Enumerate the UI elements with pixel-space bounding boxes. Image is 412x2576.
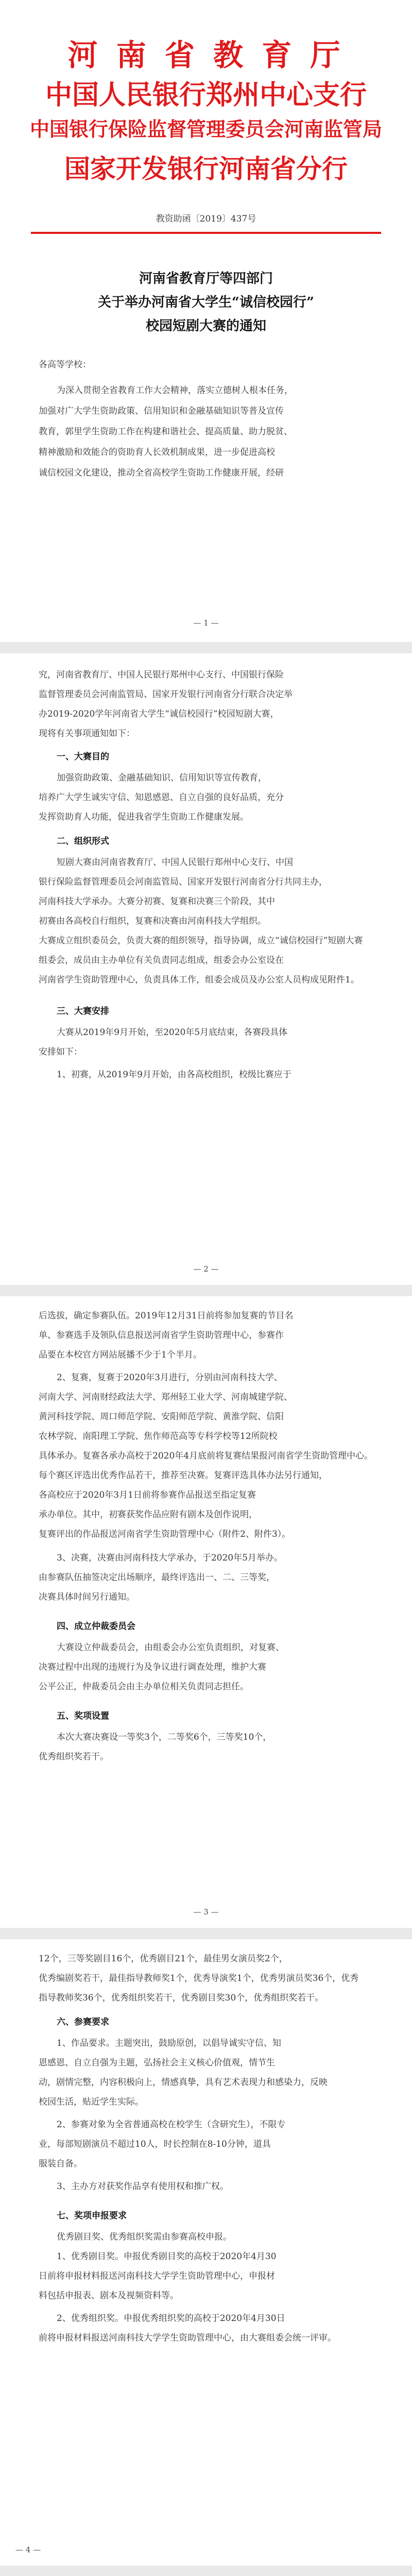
page-number: — 3 — — [193, 1907, 219, 1917]
body-line: 大赛成立组织委员会，负责大赛的组织领导，指导协调，成立“诚信校园行”短剧大赛 — [39, 936, 363, 946]
body-line: 银行保险监督管理委员会河南监管局、国家开发银行河南省分行共同主办， — [39, 877, 328, 887]
body-line: 发挥资助育人功能，促进我省学生资助工作健康发展。 — [39, 812, 249, 822]
para-line: 诚信校园文化建设，推动全省高校学生资助工作健康开展，经研 — [39, 468, 284, 478]
para-line: 教育，郭里学生资助工作在构建和谐社会、提高质量、助力脱贫、 — [39, 427, 293, 437]
body-line: 1、作品要求。主题突出，鼓励原创，以倡导诚实守信、知 — [57, 2038, 281, 2048]
page-2 — [0, 653, 412, 1285]
notice-title-line-2: 关于举办河南省大学生“诚信校园行” — [98, 295, 314, 310]
body-line: 指导教师奖36个，优秀组织奖若干，优秀剧目奖30个，优秀组织奖若干。 — [39, 1993, 324, 2003]
section-heading: 四、成立仲裁委员会 — [57, 1621, 135, 1632]
body-line: 业，每部短剧演员不超过10人，时长控制在8-10分钟，道具 — [39, 2139, 271, 2149]
header-red-rule — [31, 232, 381, 234]
body-line: 监督管理委员会河南监管局、国家开发银行河南省分行联合决定举 — [39, 689, 293, 700]
body-line: 现将有关事项通知如下： — [39, 728, 135, 739]
body-line: 办2019-2020学年河南省大学生“诚信校园行”校园短剧大赛， — [39, 709, 279, 719]
body-line: 农林学院、南阳理工学院、焦作师范高等专科学校等12所院校 — [39, 1431, 278, 1442]
page-1 — [0, 0, 412, 642]
body-line: 培养广大学生诚实守信、知恩感恩、自立自强的良好品质，充分 — [39, 792, 284, 803]
notice-title-line-3: 校园短剧大赛的通知 — [145, 318, 266, 334]
issuer-name-3: 中国银行保险监督管理委员会河南监管局 — [29, 117, 382, 141]
section-heading: 五、奖项设置 — [57, 1711, 109, 1721]
body-line: 各高校应于2020年3月1日前将参赛作品报送至指定复赛 — [39, 1490, 256, 1500]
para-line: 为深入贯彻全省教育工作大会精神，落实立德树人根本任务， — [57, 385, 293, 396]
body-line: 本次大赛决赛设一等奖3个，二等奖6个，三等奖10个， — [57, 1732, 272, 1742]
section-heading: 二、组织形式 — [57, 836, 109, 846]
body-line: 河南科技大学承办。大赛分初赛、复赛和决赛三个阶段，其中 — [39, 896, 275, 907]
body-line: 每个赛区评选出优秀作品若干，推荐至决赛。复赛评选具体办法另行通知， — [39, 1470, 328, 1481]
body-line: 决赛具体时间另行通知。 — [39, 1592, 135, 1602]
body-line: 决赛过程中出现的违规行为及争议进行调查处理，维护大赛 — [39, 1662, 266, 1672]
body-line: 究，河南省教育厅、中国人民银行郑州中心支行、中国银行保险 — [39, 670, 284, 680]
section-heading: 三、大赛安排 — [57, 1006, 109, 1016]
section-heading: 六、参赛要求 — [57, 2017, 109, 2027]
body-line: 复赛评出的作品报送河南省学生资助管理中心（附件2、附件3）。 — [39, 1529, 291, 1539]
body-line: 单、参赛选手及领队信息报送河南省学生资助管理中心，参赛作 — [39, 1330, 284, 1341]
page-separator — [0, 1928, 412, 1939]
body-line: 河南省学生资助管理中心，负责具体工作，组委会成员及办公室人员构成见附件1。 — [39, 975, 359, 985]
body-line: 黄河科技学院、周口师范学院、安阳师范学院、黄淮学院、信阳 — [39, 1412, 284, 1422]
document-number: 教资助函〔2019〕437号 — [156, 214, 256, 224]
body-line: 2、优秀组织奖。申报优秀组织奖的高校于2020年4月30日 — [57, 2313, 285, 2324]
body-line: 承办单位。其中，初赛获奖作品应附有剧本及创作说明， — [39, 1510, 258, 1520]
body-line: 3、决赛，决赛由河南科技大学承办，于2020年5月举办。 — [57, 1553, 283, 1563]
body-line: 日前将申报材料报送河南科技大学学生资助管理中心，申报材 — [39, 2271, 275, 2281]
body-line: 短剧大赛由河南省教育厅、中国人民银行郑州中心支行、中国 — [57, 857, 293, 868]
body-line: 优秀剧目奖、优秀组织奖需由参赛高校申报。 — [57, 2232, 232, 2242]
para-line: 加强对广大学生资助政策、信用知识和金融基础知识等普及宣传 — [39, 406, 284, 416]
section-heading: 一、大赛目的 — [57, 752, 109, 762]
page-4 — [0, 1939, 412, 2566]
body-line: 河南大学、河南财经政法大学、郑州轻工业大学、河南城建学院、 — [39, 1392, 293, 1402]
page-number: — 2 — — [193, 1264, 219, 1274]
body-line: 大赛设立仲裁委员会，由组委会办公室负责组织，对复赛、 — [57, 1642, 284, 1653]
body-line: 组委会，成员由主办单位有关负责同志组成，组委会办公室设在 — [39, 955, 284, 965]
body-line: 1、初赛，从2019年9月开始，由各高校组织，校级比赛应于 — [57, 1070, 291, 1080]
issuer-name-2: 中国人民银行郑州中心支行 — [45, 79, 367, 111]
page-number: — 4 — — [15, 2545, 41, 2554]
notice-title-line-1: 河南省教育厅等四部门 — [139, 271, 273, 286]
body-line: 前将申报材料报送河南科技大学学生资助管理中心，由大赛组委会统一评审。 — [39, 2333, 336, 2343]
body-line: 由参赛队伍抽签决定出场顺序，最终评选出一、二、三等奖， — [39, 1572, 275, 1583]
body-line: 公平公正，仲裁委员会由主办单位相关负责同志担任。 — [39, 1682, 249, 1692]
body-line: 品要在本校官方网站展播不少于1个半月。 — [39, 1350, 202, 1360]
section-heading: 七、奖项申报要求 — [57, 2211, 127, 2221]
page-separator — [0, 1285, 412, 1296]
body-line: 初赛由各高校自行组织，复赛和决赛由河南科技大学组织。 — [39, 916, 266, 926]
body-line: 1、优秀剧目奖。申报优秀剧目奖的高校于2020年4月30 — [57, 2251, 277, 2262]
body-line: 后选拔，确定参赛队伍。2019年12月31日前将参加复赛的节目名 — [39, 1311, 294, 1321]
body-line: 大赛从2019年9月开始，至2020年5月底结束，各赛段具体 — [57, 1027, 288, 1038]
issuer-name-4: 国家开发银行河南省分行 — [64, 154, 348, 184]
body-line: 优秀组织奖若干。 — [39, 1752, 109, 1762]
body-line: 安排如下： — [39, 1047, 82, 1057]
body-line: 2、复赛，复赛于2020年3月进行，分别由河南科技大学、 — [57, 1372, 283, 1383]
body-line: 具体承办。复赛各承办高校于2020年4月底前将复赛结果报河南省学生资助管理中心。 — [39, 1451, 373, 1461]
body-line: 2、参赛对象为全省普通高校在校学生（含研究生），不限专 — [57, 2120, 286, 2130]
body-line: 服装自备。 — [39, 2159, 82, 2169]
page-separator — [0, 2566, 412, 2576]
issuer-name-1: 河 南 省 教 育 厅 — [67, 38, 345, 73]
body-line: 优秀编剧奖若干，最佳指导教师奖1个，优秀导演奖1个，优秀男演员奖36个，优秀 — [39, 1973, 359, 1984]
body-line: 3、主办方对获奖作品享有使用权和推广权。 — [57, 2181, 229, 2192]
body-line: 加强资助政策、金融基础知识、信用知识等宣传教育， — [57, 773, 267, 783]
page-3 — [0, 1296, 412, 1928]
body-line: 动，剧情完整，内容积极向上，情感真挚，具有艺术表现力和感染力，反映 — [39, 2077, 328, 2088]
page-number: — 1 — — [193, 618, 219, 628]
body-line: 恩感恩、自立自强为主题，弘扬社会主义核心价值观，情节生 — [39, 2058, 275, 2068]
body-line: 校园生活，贴近学生实际。 — [39, 2097, 144, 2107]
para-line: 精神激励和效能合的资助育人长效机制成果，进一步促进高校 — [39, 447, 275, 457]
body-line: 料包括申报表、剧本及视频资料等。 — [39, 2291, 179, 2301]
salutation: 各高等学校： — [39, 360, 91, 370]
page-separator — [0, 642, 412, 653]
body-line: 12个，三等奖剧目16个，优秀剧目21个，最佳男女演员奖2个， — [39, 1954, 288, 1964]
